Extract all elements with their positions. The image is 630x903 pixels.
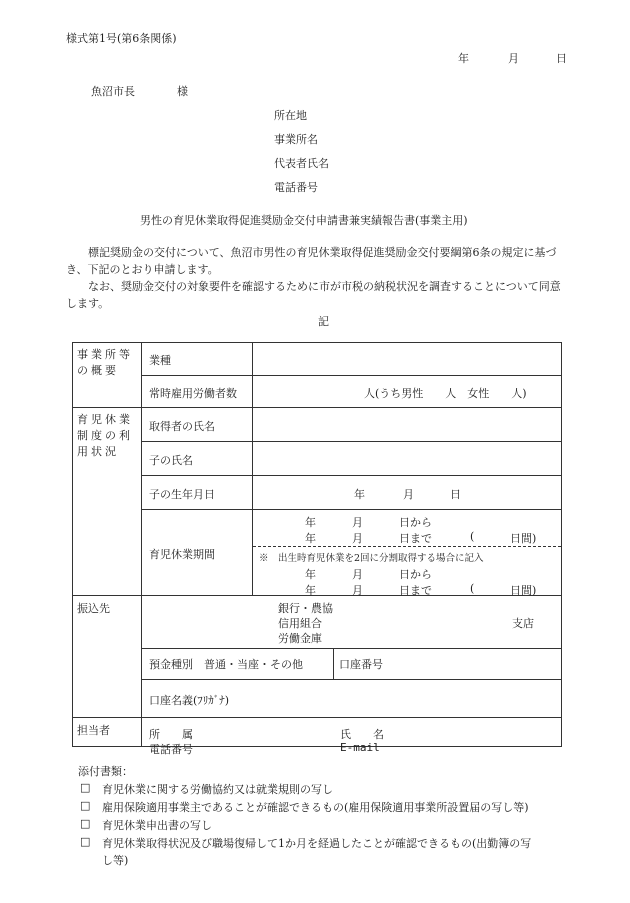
attachments-heading: 添付書類： [78, 765, 133, 778]
period2-from-month: 月 [352, 568, 363, 581]
birth-year: 年 [354, 488, 365, 501]
contact-email-label: E-mail [340, 741, 380, 754]
employee-count-value: 人(うち男性 人 女性 人) [364, 387, 527, 400]
split-leave-note: ※ 出生時育児休業を2回に分割取得する場合に記入 [259, 553, 484, 564]
industry-label: 業種 [149, 354, 171, 367]
contact-name-label: 氏 名 [340, 728, 384, 741]
taker-name-label: 取得者の氏名 [149, 420, 215, 433]
addressee-name: 魚沼市長 [91, 85, 135, 98]
attachment-checkbox-2[interactable]: □ [80, 799, 91, 812]
birth-day: 日 [450, 488, 461, 501]
document-title: 男性の育児休業取得促進奨励金交付申請書兼実績報告書(事業主用) [140, 214, 468, 227]
period2-to-month: 月 [352, 584, 363, 597]
paragraph-2: なお、奨励金交付の対象要件を確認するために市が市税の納税状況を調査することについて同意します。 [66, 280, 561, 310]
contact-department-label: 所 属 [149, 728, 193, 741]
attachment-checkbox-3[interactable]: □ [80, 817, 91, 830]
paragraph-1: 標記奨励金の交付について、魚沼市男性の育児休業取得促進奨励金交付要綱第6条の規定に基づき、下記のとおり申請します。 [66, 246, 557, 276]
period1-paren: ( [470, 530, 475, 543]
attachment-item-3: 育児休業申出書の写し [102, 819, 212, 832]
addressee-honorific: 様 [177, 85, 188, 98]
field-representative: 代表者氏名 [274, 157, 329, 170]
period2-from-year: 年 [305, 568, 316, 581]
child-name-label: 子の氏名 [149, 454, 193, 467]
bank-type-1: 銀行・農協 [278, 602, 333, 615]
date-day-label: 日 [556, 52, 567, 65]
period2-to-year: 年 [305, 584, 316, 597]
leave-period-label: 育児休業期間 [149, 548, 215, 561]
ki-label: 記 [318, 315, 329, 328]
period2-to-day: 日まで [399, 584, 432, 597]
date-year-label: 年 [458, 52, 469, 65]
child-birthdate-label: 子の生年月日 [149, 488, 215, 501]
deposit-type-label: 預金種別 普通・当座・その他 [149, 658, 303, 671]
date-month-label: 月 [508, 52, 519, 65]
attachment-item-1: 育児休業に関する労働協約又は就業規則の写し [102, 783, 333, 796]
section-childcare-usage-label: 育児休業制度の利用状況 [77, 413, 133, 458]
birth-month: 月 [403, 488, 414, 501]
field-phone: 電話番号 [274, 181, 318, 194]
field-business-name: 事業所名 [274, 133, 318, 146]
form-number: 様式第1号(第6条関係) [66, 32, 177, 45]
period2-paren: ( [470, 582, 475, 595]
employee-count-label: 常時雇用労働者数 [149, 387, 237, 400]
period1-to-day: 日まで [399, 532, 432, 545]
section-contact-label: 担当者 [77, 724, 110, 737]
period1-days: 日間) [510, 532, 537, 545]
field-address: 所在地 [274, 109, 307, 122]
period1-to-year: 年 [305, 532, 316, 545]
section-transfer-label: 振込先 [77, 602, 110, 615]
period1-from-day: 日から [399, 516, 432, 529]
bank-type-3: 労働金庫 [278, 632, 322, 645]
period2-days: 日間) [510, 584, 537, 597]
section-business-overview-label: 事業所等の概要 [77, 348, 133, 377]
attachment-checkbox-4[interactable]: □ [80, 835, 91, 848]
period1-from-month: 月 [352, 516, 363, 529]
period1-to-month: 月 [352, 532, 363, 545]
account-name-label: 口座名義(ﾌﾘｶﾞﾅ) [149, 694, 230, 707]
branch-label: 支店 [512, 617, 534, 630]
attachment-item-4: 育児休業取得状況及び職場復帰して1か月を経過したことが確認できるもの(出勤簿の写 [102, 837, 532, 850]
period2-from-day: 日から [399, 568, 432, 581]
contact-phone-label: 電話番号 [149, 743, 193, 756]
attachment-checkbox-1[interactable]: □ [80, 781, 91, 794]
attachment-item-2: 雇用保険適用事業主であることが確認できるもの(雇用保険適用事業所設置届の写し等) [102, 801, 529, 814]
bank-type-2: 信用組合 [278, 617, 322, 630]
attachment-item-4-cont: し等) [102, 854, 129, 867]
account-number-label: 口座番号 [339, 658, 383, 671]
period1-from-year: 年 [305, 516, 316, 529]
